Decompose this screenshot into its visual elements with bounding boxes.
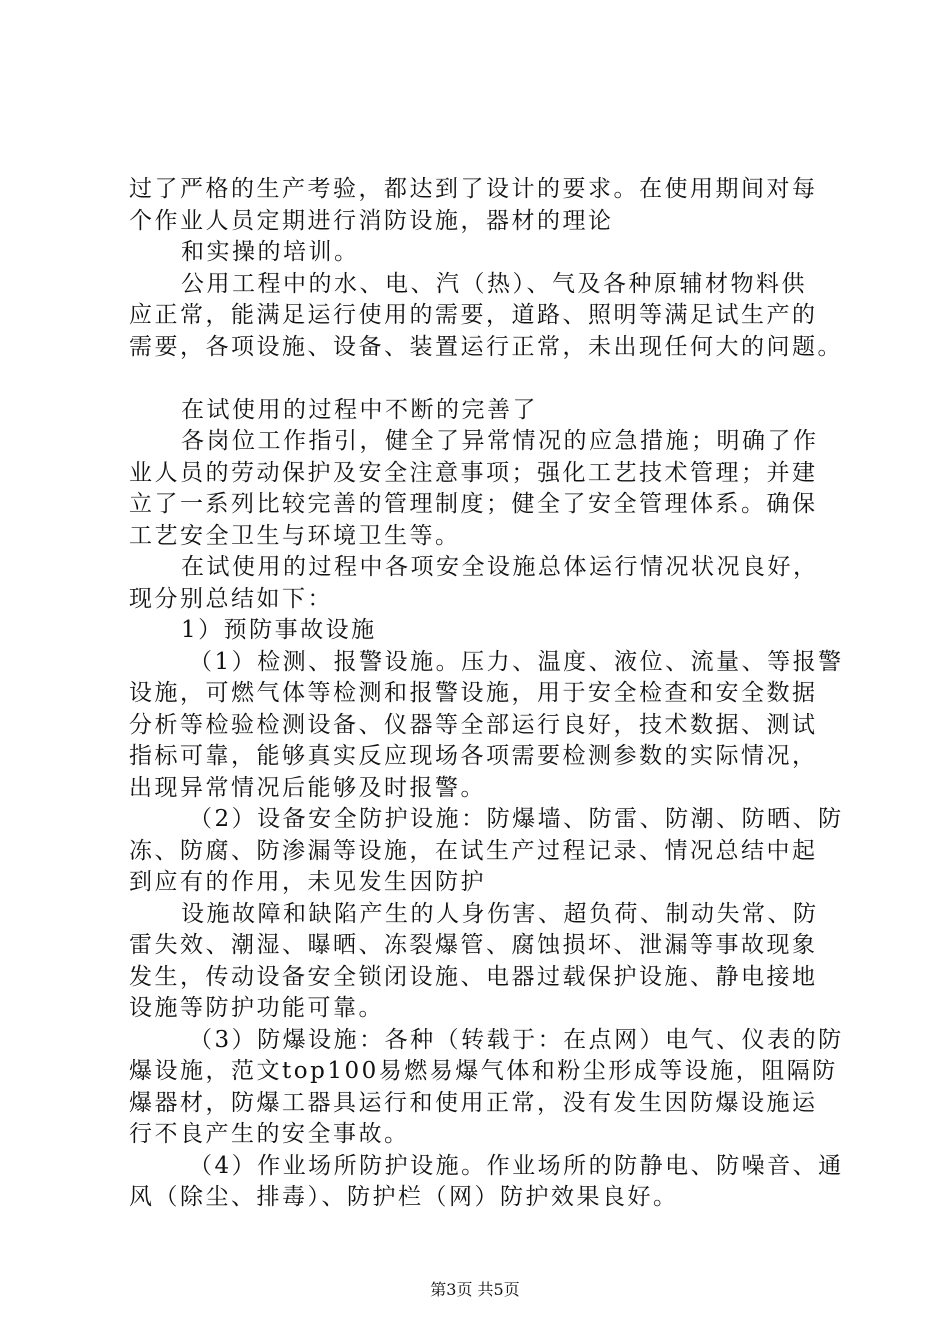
text-line: （2）设备安全防护设施：防爆墙、防雷、防潮、防晒、防 bbox=[189, 806, 844, 832]
page-footer: 第3页 共5页 bbox=[430, 1280, 520, 1299]
text-line: 在试使用的过程中不断的完善了 bbox=[181, 396, 538, 423]
text-line: 冻、防腐、防渗漏等设施，在试生产过程记录、情况总结中起 bbox=[129, 837, 818, 864]
text-line: 设施，可燃气体等检测和报警设施，用于安全检查和安全数据 bbox=[129, 680, 818, 706]
text-line: 公用工程中的水、电、汽（热）、气及各种原辅材物料供 bbox=[181, 270, 807, 297]
text-line: （1）检测、报警设施。压力、温度、液位、流量、等报警 bbox=[189, 648, 844, 675]
text-line: 应正常，能满足运行使用的需要，道路、照明等满足试生产的 bbox=[129, 302, 818, 328]
text-line: 风（除尘、排毒）、防护栏（网）防护效果良好。 bbox=[129, 1184, 679, 1210]
text-line: 设施等防护功能可靠。 bbox=[129, 995, 384, 1021]
text-line: 到应有的作用，未见发生因防护 bbox=[129, 869, 486, 895]
text-line: （3）防爆设施：各种（转载于：在点网）电气、仪表的防 bbox=[189, 1026, 844, 1053]
text-line: 设施故障和缺陷产生的人身伤害、超负荷、制动失常、防 bbox=[181, 900, 819, 927]
text-line: 雷失效、潮湿、曝晒、冻裂爆管、腐蚀损坏、泄漏等事故现象 bbox=[129, 932, 818, 958]
text-line: 现分别总结如下： bbox=[129, 585, 333, 612]
text-line: 出现异常情况后能够及时报警。 bbox=[129, 774, 486, 801]
text-line: 个作业人员定期进行消防设施，器材的理论 bbox=[129, 207, 614, 234]
text-line: 分析等检验检测设备、仪器等全部运行良好，技术数据、测试 bbox=[129, 711, 818, 738]
text-line: 爆器材，防爆工器具运行和使用正常，没有发生因防爆设施运 bbox=[129, 1089, 818, 1116]
text-line: 指标可靠，能够真实反应现场各项需要检测参数的实际情况， bbox=[129, 743, 818, 769]
text-line: 行不良产生的安全事故。 bbox=[129, 1121, 410, 1147]
text-line: 各岗位工作指引，健全了异常情况的应急措施；明确了作 bbox=[181, 428, 819, 454]
text-line: 业人员的劳动保护及安全注意事项；强化工艺技术管理；并建 bbox=[129, 459, 818, 486]
text-line: 立了一系列比较完善的管理制度；健全了安全管理体系。确保 bbox=[129, 491, 818, 517]
text-line: 在试使用的过程中各项安全设施总体运行情况状况良好， bbox=[181, 554, 819, 580]
section-heading: 1）预防事故设施 bbox=[181, 617, 377, 643]
paragraph-gap bbox=[129, 363, 834, 395]
text-line: 工艺安全卫生与环境卫生等。 bbox=[129, 522, 461, 549]
text-line: 过了严格的生产考验，都达到了设计的要求。在使用期间对每 bbox=[129, 176, 818, 202]
text-line: 发生，传动设备安全锁闭设施、电器过载保护设施、静电接地 bbox=[129, 963, 818, 990]
text-line: 需要，各项设施、设备、装置运行正常，未出现任何大的问题。 bbox=[129, 333, 843, 360]
document-body bbox=[129, 174, 844, 1214]
text-line: （4）作业场所防护设施。作业场所的防静电、防噪音、通 bbox=[189, 1152, 844, 1179]
text-line: 和实操的培训。 bbox=[181, 239, 360, 265]
text-line: 爆设施，范文top100易燃易爆气体和粉尘形成等设施，阻隔防 bbox=[129, 1058, 838, 1084]
